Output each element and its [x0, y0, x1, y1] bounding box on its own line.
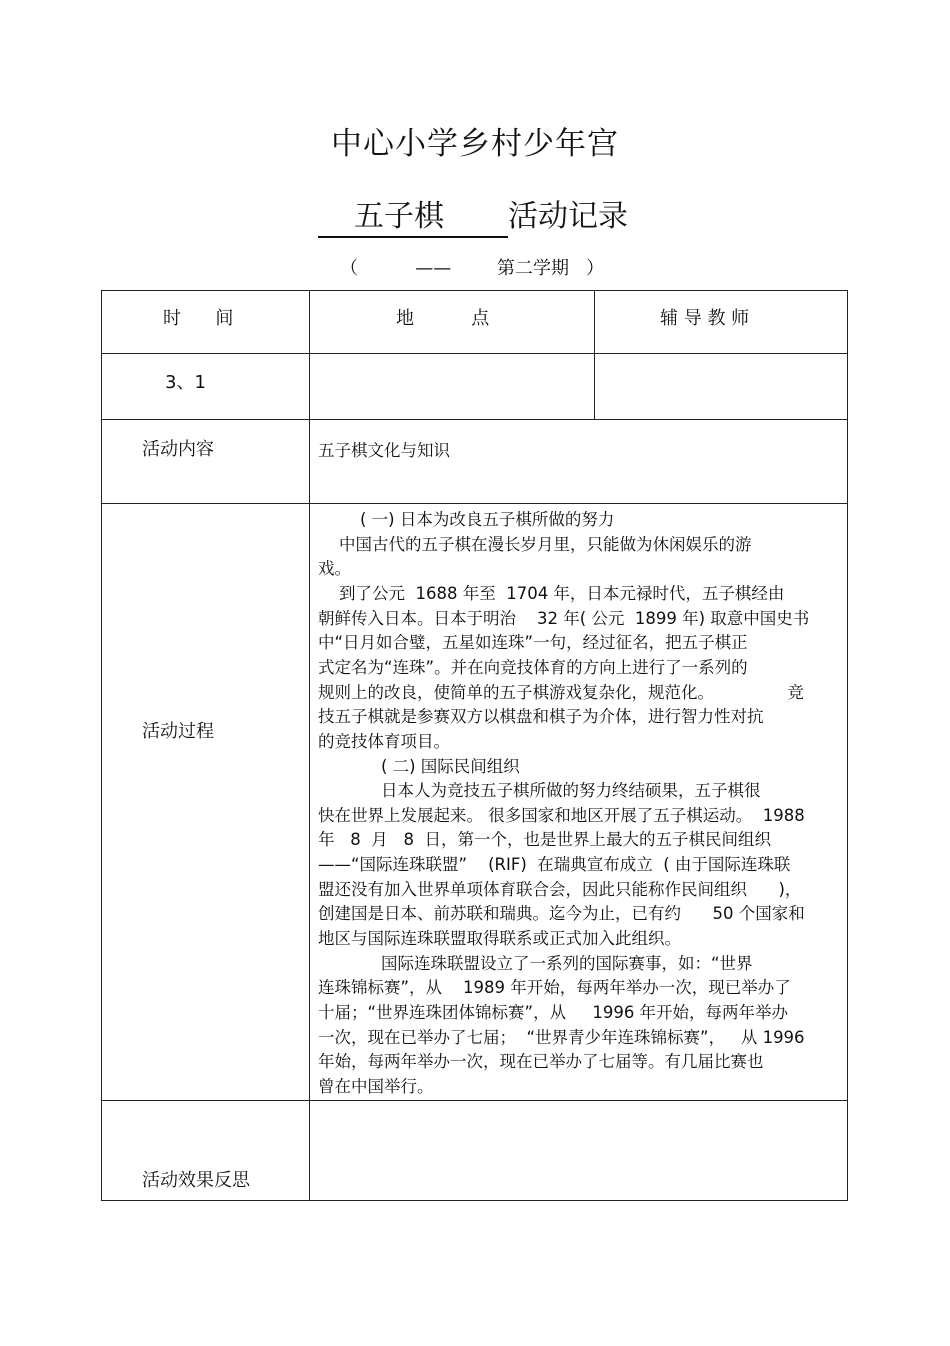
row1-cell-place	[309, 353, 595, 420]
activity-subtitle	[318, 198, 628, 238]
header-teacher-label: 辅 导 教 师	[660, 308, 750, 329]
content-label-cell	[101, 419, 310, 504]
process-line: 曾在中国举行。	[318, 1076, 434, 1096]
process-line: 中“日月如合璧，五星如连珠”一句，经过征名，把五子棋正	[318, 633, 748, 653]
process-line: 一次，现在已举办了七届； “世界青少年连珠锦标赛”， 从 1996	[318, 1027, 805, 1047]
process-line: 十届；“世界连珠团体锦标赛”，从 1996 年开始，每两年举办	[318, 1003, 789, 1022]
process-line: 戏。	[318, 559, 351, 579]
process-line: 技五子棋就是参赛双方以棋盘和棋子为介体，进行智力性对抗	[318, 707, 764, 727]
header-time-label: 时 间	[163, 308, 234, 329]
process-line: 国际连珠联盟设立了一系列的国际赛事，如：“世界	[318, 953, 753, 973]
process-line: 盟还没有加入世界单项体育联合会，因此只能称作民间组织 )，	[318, 879, 802, 899]
content-value: 五子棋文化与知识	[318, 441, 450, 460]
process-line: 朝鲜传入日本。日本于明治 32 年( 公元 1899 年) 取意中国史书	[318, 608, 810, 628]
process-line: 日本人为竞技五子棋所做的努力终结硕果，五子棋很	[318, 781, 761, 801]
term-line: （ —— 第二学期 ）	[340, 258, 605, 279]
process-line: 年始，每两年举办一次，现在已举办了七届等。有几届比赛也	[318, 1052, 764, 1072]
process-line: ——“国际连珠联盟” (RIF) 在瑞典宣布成立 ( 由于国际连珠联	[318, 855, 791, 875]
process-line: ( 二) 国际民间组织	[318, 756, 520, 776]
process-line: 创建国是日本、前苏联和瑞典。迄今为止，已有约 50 个国家和	[318, 904, 805, 924]
activity-name: 五子棋	[318, 198, 508, 238]
content-label: 活动内容	[142, 439, 214, 460]
process-line: 连珠锦标赛”，从 1989 年开始，每两年举办一次，现已举办了	[318, 978, 791, 998]
process-line: 年 8 月 8 日，第一个，也是世界上最大的五子棋民间组织	[318, 830, 771, 850]
reflection-label: 活动效果反思	[142, 1170, 250, 1191]
page-title: 中心小学乡村少年宫	[331, 126, 619, 162]
process-line: 地区与国际连珠联盟取得联系或正式加入此组织。	[318, 929, 681, 949]
row1-cell-teacher	[594, 353, 848, 420]
content-value-cell	[309, 419, 848, 504]
header-place-label: 地 点	[396, 308, 490, 329]
process-line: 中国古代的五子棋在漫长岁月里，只能做为休闲娱乐的游	[318, 534, 752, 554]
row1-time-value: 3、1	[165, 372, 206, 393]
record-label: 活动记录	[508, 199, 628, 234]
process-label: 活动过程	[142, 721, 214, 742]
process-line: 式定名为“连珠”。并在向竞技体育的方向上进行了一系列的	[318, 657, 748, 677]
process-line: ( 一) 日本为改良五子棋所做的努力	[318, 510, 615, 529]
process-line: 快在世界上发展起来。 很多国家和地区开展了五子棋运动。 1988	[318, 805, 805, 825]
reflection-value-cell	[309, 1100, 848, 1201]
process-label-cell	[101, 503, 310, 1101]
process-line: 规则上的改良，使简单的五子棋游戏复杂化，规范化。 竞	[318, 682, 804, 702]
process-line: 到了公元 1688 年至 1704 年，日本元禄时代，五子棋经由	[318, 583, 785, 603]
process-line: 的竞技体育项目。	[318, 731, 450, 751]
